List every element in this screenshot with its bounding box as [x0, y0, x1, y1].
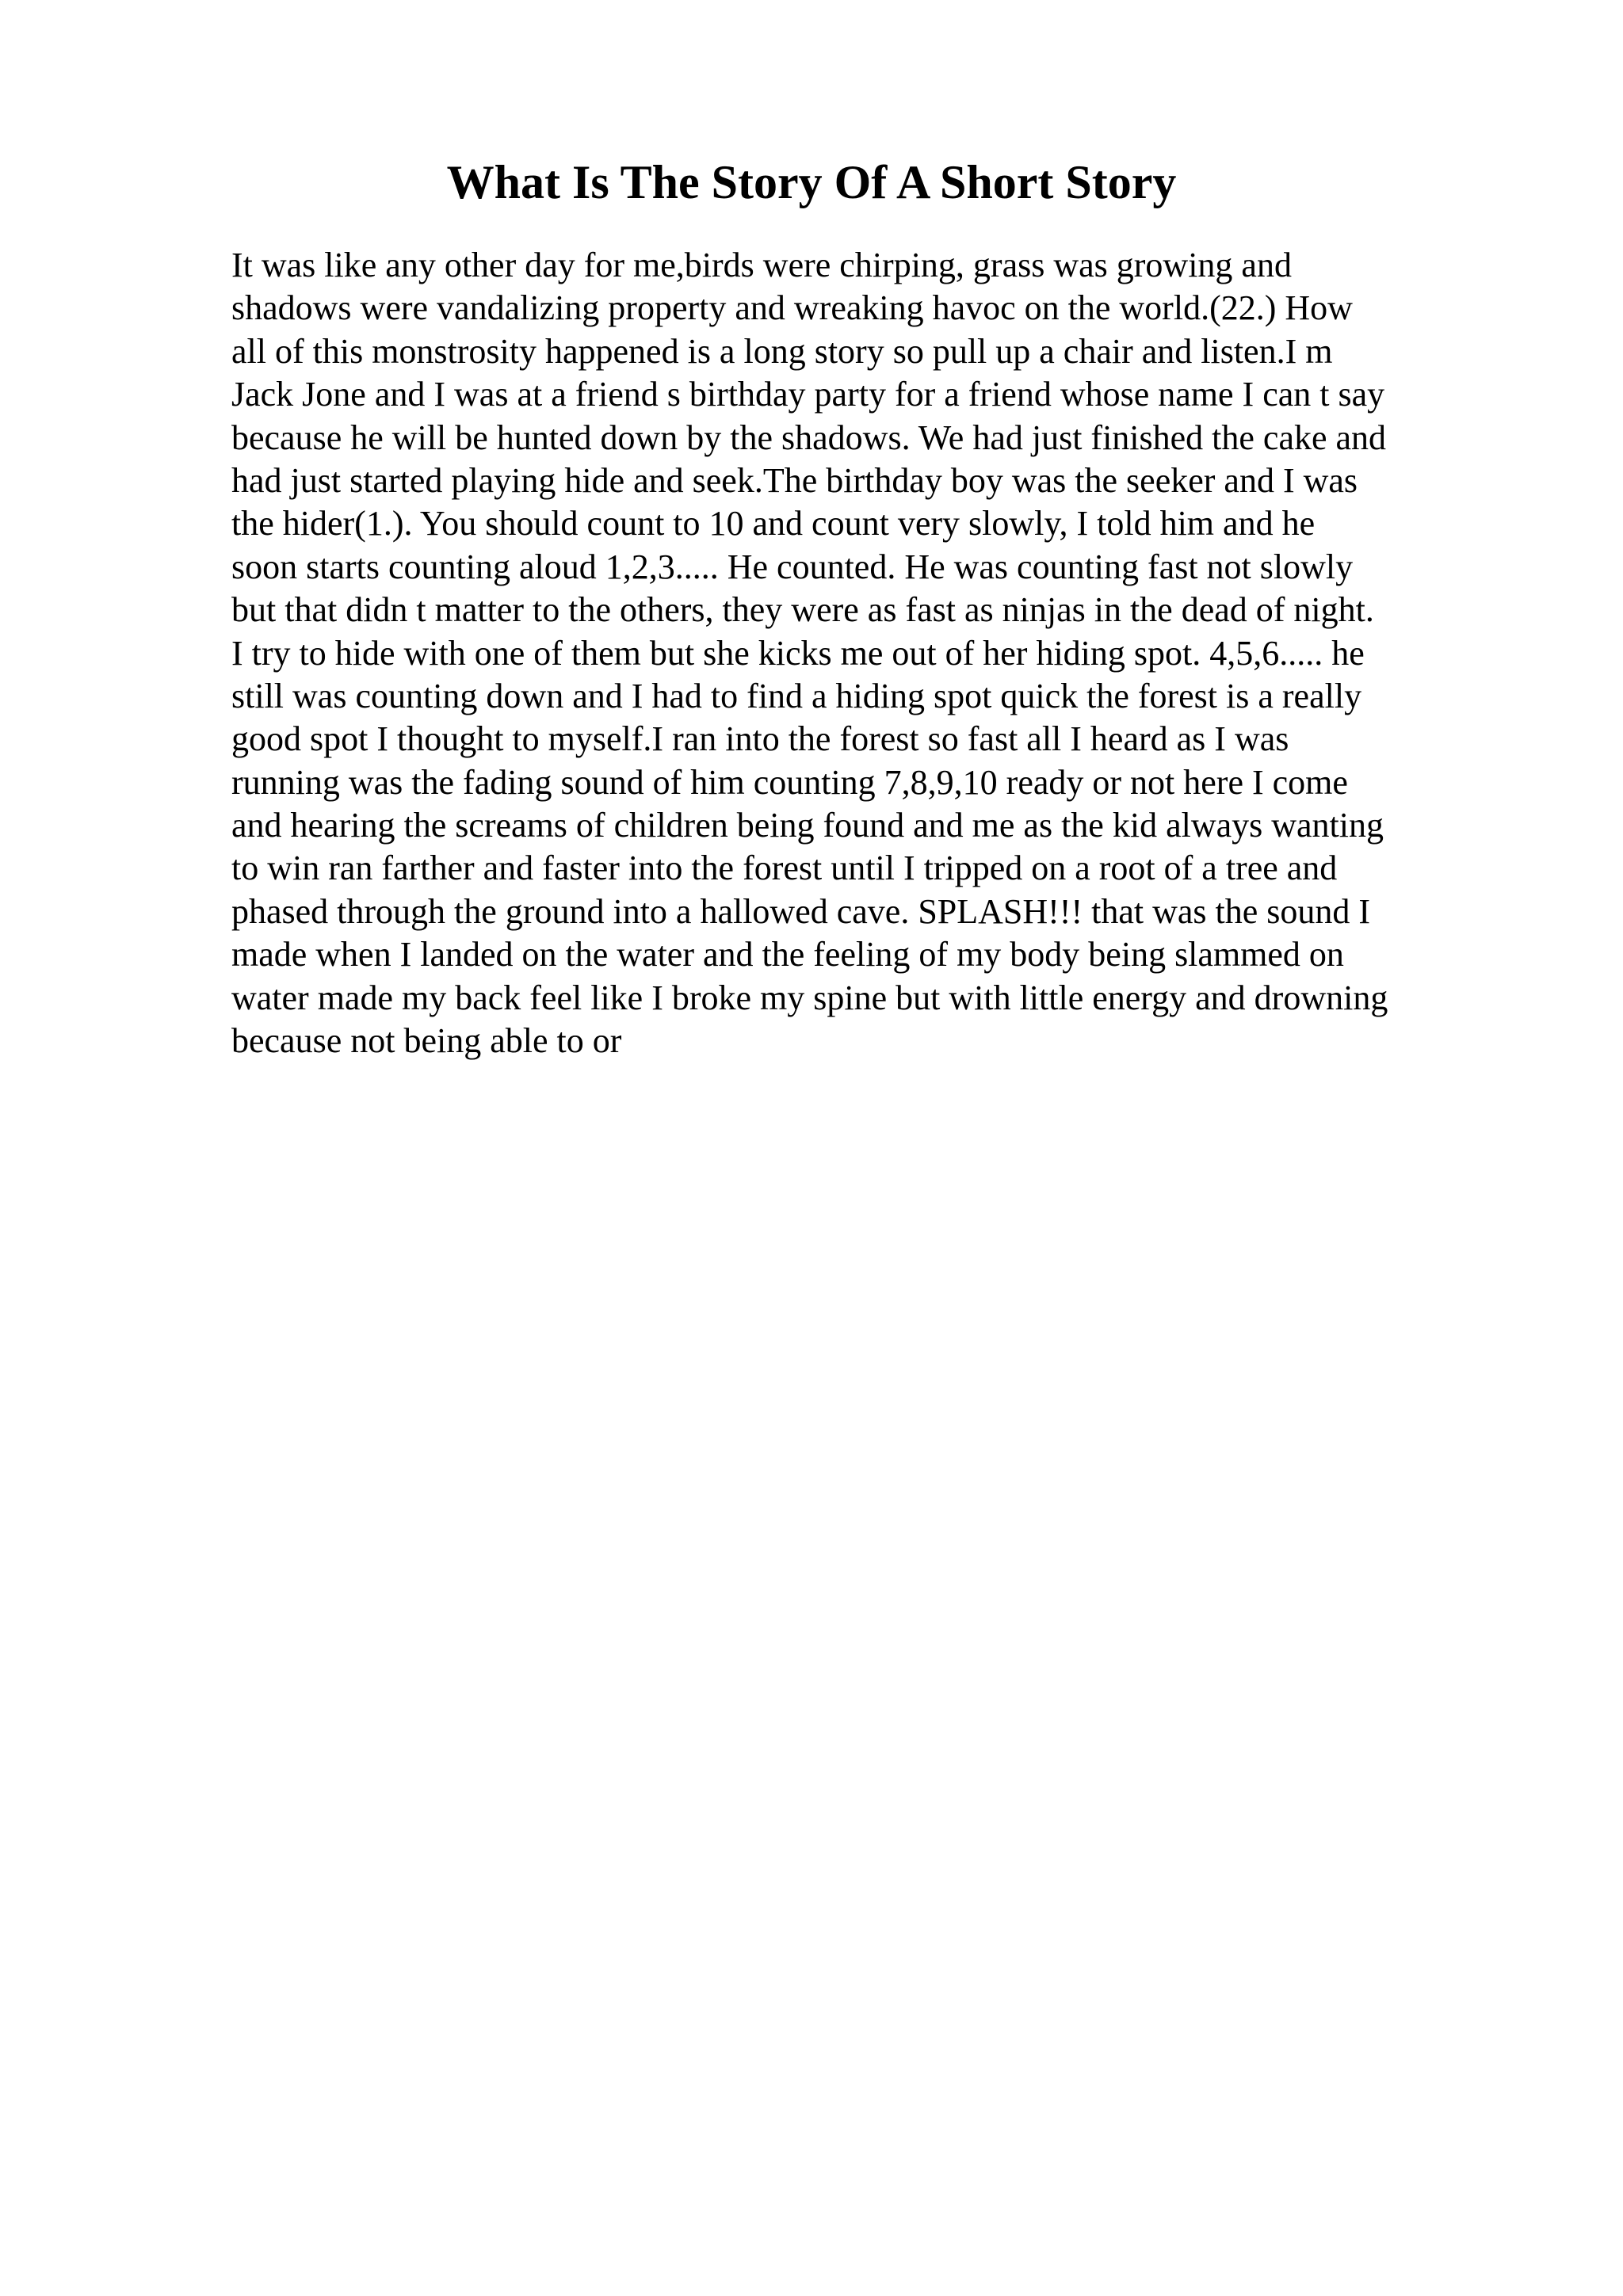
text-line: had just started playing hide and seek.The birthday boy was the seeker and I was	[231, 460, 1358, 500]
text-line: soon starts counting aloud 1,2,3..... He counted. He was counting fast not slowly	[231, 547, 1354, 586]
text-line: and hearing the screams of children being found and me as the kid always wanting	[231, 806, 1384, 845]
body-paragraph	[231, 244, 1404, 1062]
text-line: phased through the ground into a hallowed cave. SPLASH!!! that was the sound I	[231, 891, 1371, 931]
text-line: because not being able to or	[231, 1021, 622, 1061]
text-line: good spot I thought to myself.I ran into the forest so fast all I heard as I was	[231, 719, 1289, 759]
document-title: What Is The Story Of A Short Story	[446, 156, 1177, 208]
text-line: Jack Jone and I was at a friend s birthday party for a friend whose name I can t say	[231, 375, 1385, 414]
text-line: the hider(1.). You should count to 10 and count very slowly, I told him and he	[231, 504, 1316, 543]
text-line: running was the fading sound of him counting 7,8,9,10 ready or not here I come	[231, 762, 1348, 802]
text-line: shadows were vandalizing property and wreaking havoc on the world.(22.) How	[231, 288, 1353, 328]
text-line: still was counting down and I had to find a hiding spot quick the forest is a really	[231, 676, 1362, 715]
text-line: because he will be hunted down by the shadows. We had just finished the cake and	[231, 418, 1387, 457]
text-line: all of this monstrosity happened is a long story so pull up a chair and listen.I m	[231, 331, 1333, 371]
text-line: to win ran farther and faster into the forest until I tripped on a root of a tree and	[231, 849, 1338, 888]
text-line: I try to hide with one of them but she kicks me out of her hiding spot. 4,5,6..... he	[231, 633, 1365, 673]
text-line: It was like any other day for me,birds were chirping, grass was growing and	[231, 246, 1292, 284]
text-line: water made my back feel like I broke my spine but with little energy and drowning	[231, 978, 1388, 1017]
text-line: made when I landed on the water and the feeling of my body being slammed on	[231, 935, 1344, 974]
text-line: but that didn t matter to the others, they were as fast as ninjas in the dead of night.	[231, 590, 1374, 630]
